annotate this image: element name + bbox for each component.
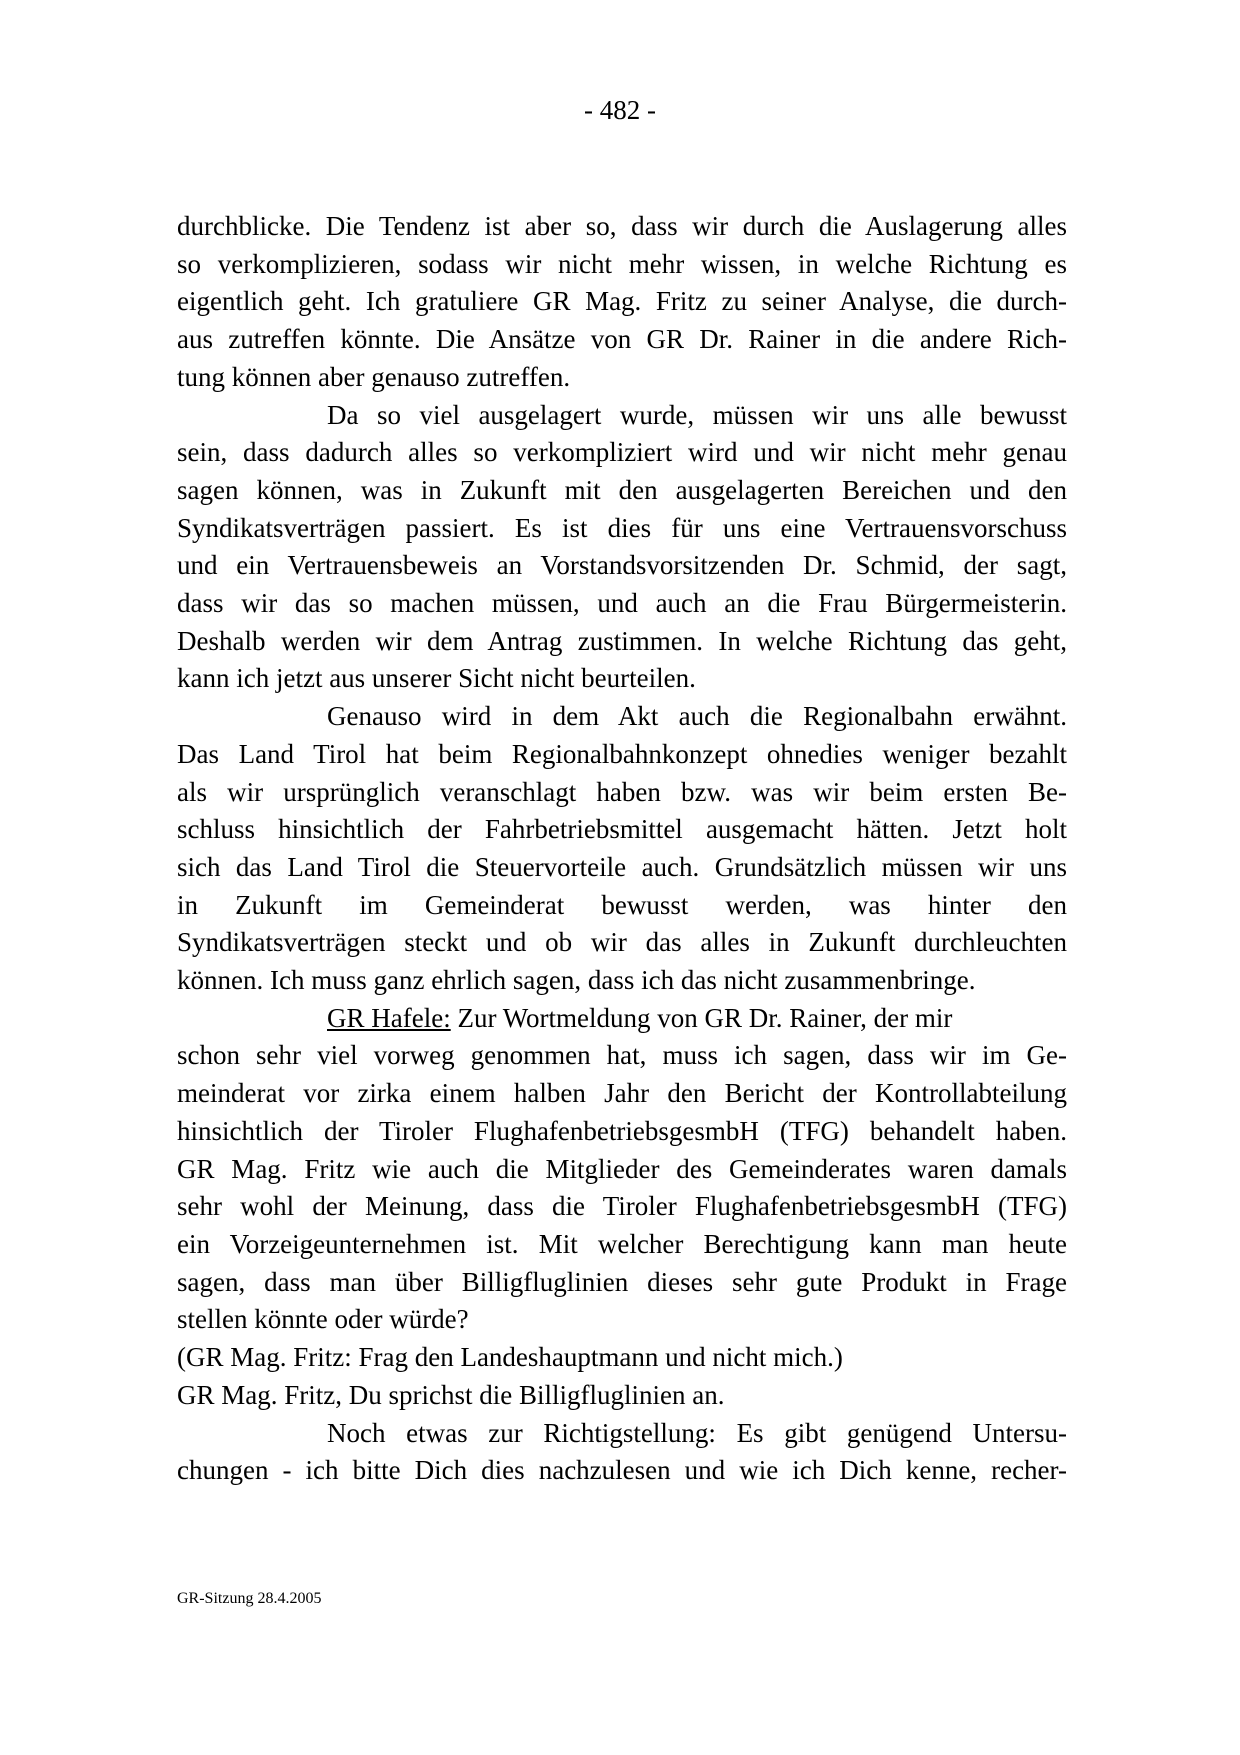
text-line: so verkomplizieren, sodass wir nicht mehr wissen, in welche Richtung es	[177, 248, 1067, 279]
speaker-paragraph	[177, 1000, 1067, 1339]
text-line: aus zutreffen könnte. Die Ansätze von GR Dr. Rainer in die andere Rich-	[177, 324, 1067, 355]
text-line: schon sehr viel vorweg genommen hat, muss ich sagen, dass wir im Ge-	[177, 1040, 1067, 1071]
text-line: Genauso wird in dem Akt auch die Regionalbahn erwähnt.	[327, 701, 1067, 732]
paragraph	[177, 698, 1067, 1000]
text-line: in Zukunft im Gemeinderat bewusst werden, was hinter den	[177, 889, 1067, 920]
text-line: sein, dass dadurch alles so verkompliziert wird und wir nicht mehr genau	[177, 437, 1067, 468]
text-line: dass wir das so machen müssen, und auch an die Frau Bürgermeisterin.	[177, 588, 1067, 619]
text-line: GR Mag. Fritz, Du sprichst die Billigfluglinien an.	[177, 1379, 725, 1410]
text-line: schluss hinsichtlich der Fahrbetriebsmittel ausgemacht hätten. Jetzt holt	[177, 814, 1067, 845]
text-line: hinsichtlich der Tiroler FlughafenbetriebsgesmbH (TFG) behandelt haben.	[177, 1115, 1067, 1146]
text-line: Syndikatsverträgen passiert. Es ist dies für uns eine Vertrauensvorschuss	[177, 512, 1067, 543]
text-line: durchblicke. Die Tendenz ist aber so, dass wir durch die Auslagerung alles	[177, 211, 1067, 241]
speaker-line-text: Zur Wortmeldung von GR Dr. Rainer, der mir	[450, 1002, 953, 1033]
paragraph	[177, 397, 1067, 699]
text-line: sehr wohl der Meinung, dass die Tiroler FlughafenbetriebsgesmbH (TFG)	[177, 1191, 1067, 1222]
text-line: eigentlich geht. Ich gratuliere GR Mag. Fritz zu seiner Analyse, die durch-	[177, 286, 1067, 317]
text-line: Deshalb werden wir dem Antrag zustimmen. In welche Richtung das geht,	[177, 625, 1067, 656]
text-line: Syndikatsverträgen steckt und ob wir das alles in Zukunft durchleuchten	[177, 927, 1067, 958]
paragraph	[177, 1415, 1067, 1490]
paragraph	[177, 208, 1067, 397]
page-number: - 482 -	[584, 95, 656, 125]
speaker-name: GR Hafele:	[327, 1002, 451, 1033]
text-line: sagen können, was in Zukunft mit den ausgelagerten Bereichen und den	[177, 474, 1067, 505]
text-line: meinderat vor zirka einem halben Jahr den Bericht der Kontrollabteilung	[177, 1078, 1067, 1109]
text-line: kann ich jetzt aus unserer Sicht nicht beurteilen.	[177, 663, 696, 694]
text-line: können. Ich muss ganz ehrlich sagen, dass ich das nicht zusammenbringe.	[177, 965, 976, 996]
text-line: (GR Mag. Fritz: Frag den Landeshauptmann und nicht mich.)	[177, 1342, 843, 1373]
paragraph	[177, 1377, 1067, 1415]
interjection	[177, 1339, 1067, 1377]
text-line: stellen könnte oder würde?	[177, 1304, 469, 1335]
text-line: als wir ursprünglich veranschlagt haben bzw. was wir beim ersten Be-	[177, 776, 1067, 807]
text-line: sich das Land Tirol die Steuervorteile auch. Grundsätzlich müssen wir uns	[177, 851, 1067, 882]
text-line: tung können aber genauso zutreffen.	[177, 361, 571, 392]
text-line: Noch etwas zur Richtigstellung: Es gibt genügend Untersu-	[327, 1417, 1067, 1448]
footer-session-date: GR-Sitzung 28.4.2005	[177, 1590, 322, 1607]
document-body	[177, 208, 1067, 1490]
text-line: chungen - ich bitte Dich dies nachzulesen und wie ich Dich kenne, recher-	[177, 1455, 1067, 1486]
text-line: Da so viel ausgelagert wurde, müssen wir uns alle bewusst	[327, 399, 1067, 430]
text-line: GR Mag. Fritz wie auch die Mitglieder des Gemeinderates waren damals	[177, 1153, 1067, 1184]
text-line: und ein Vertrauensbeweis an Vorstandsvorsitzenden Dr. Schmid, der sagt,	[177, 550, 1067, 581]
text-line: ein Vorzeigeunternehmen ist. Mit welcher Berechtigung kann man heute	[177, 1228, 1067, 1259]
text-line: sagen, dass man über Billigfluglinien dieses sehr gute Produkt in Frage	[177, 1266, 1067, 1297]
speaker-line	[177, 1000, 1067, 1038]
text-line: Das Land Tirol hat beim Regionalbahnkonzept ohnedies weniger bezahlt	[177, 738, 1067, 769]
